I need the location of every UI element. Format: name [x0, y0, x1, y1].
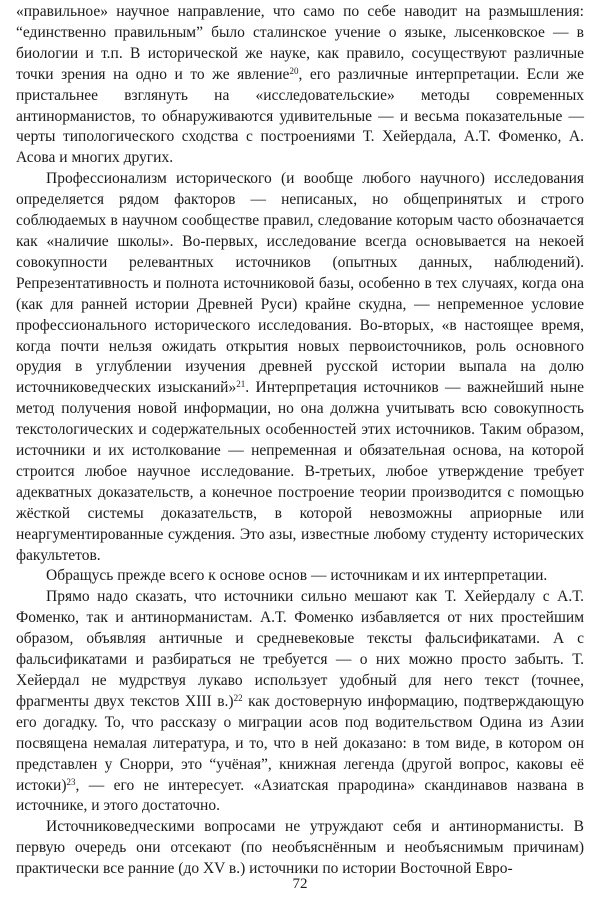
text-run: . Интерпретация источников — важнейший ныне метод получения новой информации, но она должна учитывать всю совокупность текстологических и содержательных особенностей этих источников. Таким образом, источники и их истолкование — непременная и обязательная основа, на которой строится любое научное исследование. В-третьих, любое утверждение требует адекватных доказательств, а конечное построение теории производится с помощью жёсткой системы доказательств, в которой невозможны априорные или неаргументированные суждения. Это азы, известные любому студенту исторических факультетов. [16, 379, 584, 564]
page-number: 72 [292, 876, 308, 892]
text-run: Прямо надо сказать, что источники сильно мешают как Т. Хейердалу с А.Т. Фоменко, так и антинорманистам. А.Т. Фоменко избавляется от них простейшим образом, объявляя античные и средневековые тексты фальсификатами. А с фальсификатами и разбираться не требуется — о них можно просто забыть. Т. Хейердал не мудрствуя лукаво использует удобный для него текст (точнее, фрагменты двух текстов XIII в.) [16, 588, 584, 710]
footnote-ref: 20 [289, 65, 299, 76]
text-run: Обращусь прежде всего к основе основ — источникам и их интерпретации. [46, 567, 548, 585]
footnote-ref: 22 [233, 692, 243, 703]
text-run: Источниковедческими вопросами не утруждают себя и антинорманисты. В первую очередь они отсекают (по необъяснённым и необъяснимым причинам) практически все ранние (до XV в.) источники по истории Восточной Евро- [16, 818, 584, 878]
footnote-ref: 21 [236, 379, 246, 390]
text-run: Профессионализм исторического (и вообще любого научного) исследования определяется рядом факторов — неписаных, но общепринятых и строго соблюдаемых в научном сообществе правил, следование которым часто обозначается как «наличие школы». Во-первых, исследование всегда основывается на некоей совокупности релевантных источников (опытных данных, наблюдений). Репрезентативность и полнота источниковой базы, особенно в тех случаях, когда она (как для ранней истории Древней Руси) крайне скудна, — непременное условие профессионального исторического исследования. Во-вторых, «в настоящее время, когда почти нельзя ожидать открытия новых первоисточников, роль основного орудия в углублении изучения древней русской истории выпала на долю источниковедческих изысканий» [16, 170, 584, 397]
text-run: , его различные интерпретации. Если же пристальнее взглянуть на «исследовательские» методы современных антинорманистов, то обнаруживаются удивительные — и весьма показательные — черты типологического сходства с построениями Т. Хейердала, А.Т. Фоменко, А. Асова и многих других. [16, 65, 584, 167]
text-run: , — его не интересует. «Азиатская прародина» скандинавов названа в источнике, и этого достаточно. [16, 776, 584, 815]
text-run: «правильное» научное направление, что само по себе наводит на размышления: “единственно правильным” было сталинское учение о языке, лысенковское — в биологии и т.п. В исторической же науке, как правило, сосуществуют различные точки зрения на одно и то же явление [16, 3, 584, 83]
paragraph [16, 566, 584, 587]
text-run: как достоверную информацию, подтверждающую его догадку. То, что рассказу о миграции асов под водительством Одина из Азии посвящена немалая литература, и то, что в ней доказано: в том виде, в котором он представлен у Снорри, это “учёная”, книжная легенда (другой вопрос, каковы её истоки) [16, 692, 584, 794]
paragraph [16, 817, 584, 880]
paragraph [16, 2, 584, 169]
page-body-text [16, 2, 584, 880]
paragraph [16, 587, 584, 817]
footnote-ref: 23 [66, 776, 76, 787]
paragraph [16, 169, 584, 566]
